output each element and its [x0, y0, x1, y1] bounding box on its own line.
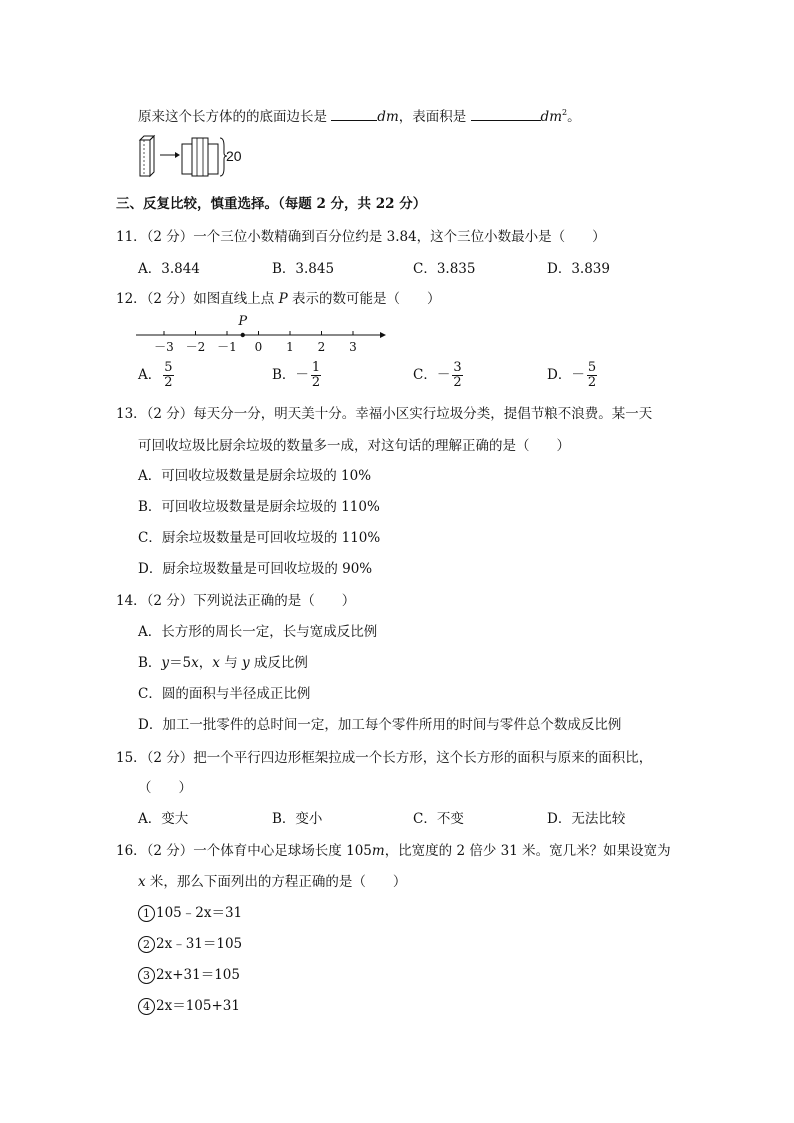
tick-label: 3: [349, 340, 357, 354]
fraction-numerator: 5: [164, 360, 173, 375]
q12-option-c[interactable]: [413, 361, 465, 390]
fill-in-line: [138, 104, 581, 126]
q14-b-and: 与: [219, 655, 242, 671]
fraction-numerator: 5: [587, 360, 597, 375]
tick-label: －1: [217, 340, 237, 354]
circled-number-2: 2: [138, 936, 155, 953]
point-p-label: P: [238, 314, 248, 329]
q15-option-b[interactable]: B．变小: [272, 811, 323, 827]
unit-dm: dm: [377, 109, 399, 125]
q12-d-fraction: [587, 361, 597, 390]
q16-stem2-post: 米，那么下面列出的方程正确的是（ ）: [145, 874, 407, 890]
tick-label: －2: [185, 340, 206, 354]
q16-unit-m: m: [371, 843, 385, 859]
q13-option-b[interactable]: B．可回收垃圾数量是厨余垃圾的 110%: [138, 499, 380, 515]
q15-option-a[interactable]: A．变大: [138, 811, 189, 827]
q15-stem-line2: （ ）: [138, 780, 192, 796]
q14-b-var-y2: y: [242, 655, 250, 671]
q16-stem-line2: [138, 873, 406, 891]
tick-label: 0: [254, 340, 263, 354]
q16-option-4-text: 2x＝105+31: [156, 998, 240, 1014]
q16-option-3[interactable]: [138, 966, 240, 984]
q15-stem-line1: 15．（2 分）把一个平行四边形框架拉成一个长方形，这个长方形的面积与原来的面积比，: [116, 750, 653, 766]
answer-blank-edge[interactable]: [331, 106, 377, 121]
q13-option-a[interactable]: A．可回收垃圾数量是厨余垃圾的 10%: [138, 468, 372, 484]
q16-stem-pre: 16．（2 分）一个体育中心足球场长度 105: [116, 843, 372, 859]
q12-c-label: C．: [413, 367, 437, 383]
q12-b-label: B．: [272, 367, 296, 383]
q14-stem: 14．（2 分）下列说法正确的是（ ）: [116, 593, 356, 609]
q16-stem-post: ，比宽度的 2 倍少 31 米。宽几米？如果设宽为: [384, 843, 671, 859]
q12-option-b[interactable]: [272, 361, 323, 390]
q12-option-a[interactable]: [138, 361, 176, 390]
q14-b-var-x2: x: [212, 655, 220, 671]
q12-d-sign: －: [571, 367, 585, 383]
circled-number-1: 1: [138, 905, 155, 922]
fill-line-end: 。: [567, 109, 581, 125]
q12-b-fraction: [311, 361, 321, 390]
fraction-denominator: 2: [453, 375, 462, 390]
q12-a-fraction: [163, 361, 173, 390]
tick-label: －3: [154, 340, 174, 354]
circled-number-4: 4: [138, 998, 155, 1015]
q16-stem-line1: [116, 842, 671, 860]
q14-b-eq: ＝5: [169, 655, 192, 671]
q12-b-sign: －: [295, 367, 309, 383]
circled-number-3: 3: [138, 967, 155, 984]
single-prism: [140, 140, 150, 176]
q16-option-3-text: 2x+31＝105: [156, 967, 240, 983]
fraction-denominator: 2: [164, 375, 173, 390]
q14-option-c[interactable]: C．圆的面积与半径成正比例: [138, 686, 311, 702]
tick-label: 2: [317, 340, 326, 354]
q15-option-d[interactable]: D．无法比较: [547, 811, 626, 827]
q11-option-d[interactable]: D．3.839: [547, 261, 610, 277]
q12-a-label: A．: [138, 367, 162, 383]
figure-label-20: 20: [226, 148, 242, 164]
q11-option-a[interactable]: A．3.844: [138, 261, 200, 277]
unit-sup: 2: [562, 108, 568, 117]
answer-blank-area[interactable]: [471, 106, 541, 121]
q11-stem: 11．（2 分）一个三位小数精确到百分位约是 3.84，这个三位小数最小是（ ）: [116, 229, 606, 245]
q11-option-b[interactable]: B．3.845: [272, 261, 335, 277]
tick-label: 1: [286, 340, 294, 354]
q16-option-4[interactable]: [138, 997, 240, 1015]
fill-line-prefix: 原来这个长方体的的底面边长是: [138, 109, 327, 125]
q12-stem: [116, 290, 441, 308]
fraction-numerator: 1: [311, 360, 321, 375]
fraction-denominator: 2: [587, 375, 597, 390]
axis-arrow-icon: [380, 332, 386, 338]
q14-b-comma: ，: [198, 655, 213, 671]
q12-stem-var: P: [278, 291, 288, 307]
q11-option-c[interactable]: C．3.835: [413, 261, 476, 277]
q12-d-label: D．: [547, 367, 572, 383]
q14-b-var-x: x: [191, 655, 199, 671]
q12-option-d[interactable]: [547, 361, 599, 390]
q14-b-end: 成反比例: [249, 655, 308, 671]
q13-stem-line2: 可回收垃圾比厨余垃圾的数量多一成，对这句话的理解正确的是（ ）: [138, 438, 570, 454]
fraction-numerator: 3: [453, 360, 462, 375]
q16-option-2[interactable]: [138, 935, 242, 953]
section-title: 三、反复比较，慎重选择。（每题 2 分，共 22 分）: [116, 196, 427, 212]
q14-option-d[interactable]: D．加工一批零件的总时间一定，加工每个零件所用的时间与零件总个数成反比例: [138, 717, 622, 733]
q14-b-var-y: y: [161, 655, 170, 671]
q16-option-1-text: 105﹣2x＝31: [156, 905, 243, 921]
number-line: [134, 312, 394, 356]
unit-dm2: dm: [540, 109, 562, 125]
q15-option-c[interactable]: C．不变: [413, 811, 464, 827]
q13-option-d[interactable]: D．厨余垃圾数量是可回收垃圾的 90%: [138, 561, 373, 577]
q14-option-b[interactable]: [138, 654, 308, 672]
fill-line-middle: ，表面积是: [398, 109, 467, 125]
q16-option-2-text: 2x﹣31＝105: [156, 936, 243, 952]
q14-option-a[interactable]: A．长方形的周长一定，长与宽成反比例: [138, 624, 378, 640]
q13-option-c[interactable]: C．厨余垃圾数量是可回收垃圾的 110%: [138, 530, 381, 546]
combined-prism: [192, 138, 208, 176]
point-p-marker: [241, 333, 245, 337]
q14-b-label: B．: [138, 655, 162, 671]
q12-stem-post: 表示的数可能是（ ）: [287, 291, 441, 307]
q16-var-x: x: [138, 874, 146, 890]
q12-c-fraction: [452, 361, 462, 390]
q13-stem-line1: 13．（2 分）每天分一分，明天美十分。幸福小区实行垃圾分类，提倡节粮不浪费。某一天: [116, 406, 653, 422]
q12-stem-pre: 12．（2 分）如图直线上点: [116, 291, 279, 307]
q16-option-1[interactable]: [138, 904, 242, 922]
q12-c-sign: －: [436, 367, 451, 383]
fraction-denominator: 2: [311, 375, 321, 390]
